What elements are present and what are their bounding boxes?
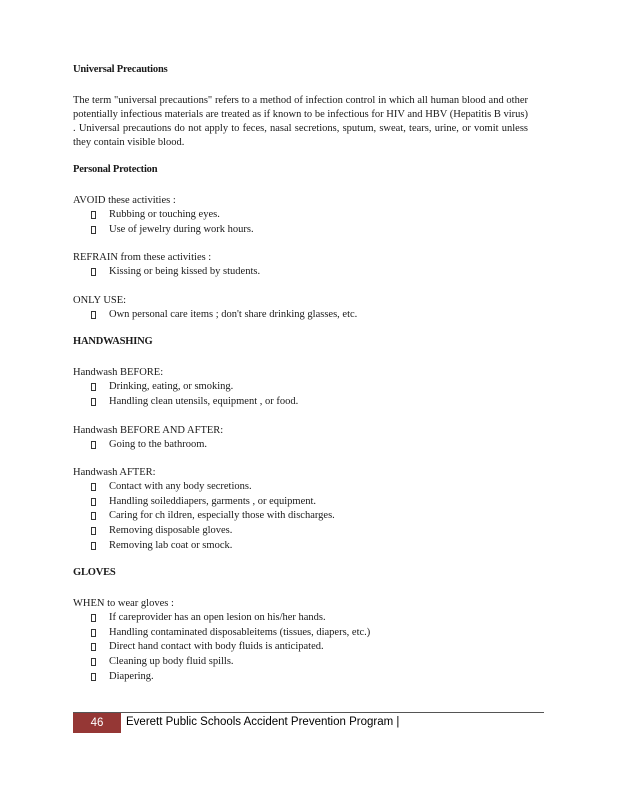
bullet-icon [91, 629, 96, 637]
avoid-list [73, 208, 528, 237]
bullet-icon [91, 527, 96, 535]
list-item: Removing disposable gloves. [73, 524, 528, 539]
handwash-before-intro: Handwash BEFORE: [73, 367, 164, 379]
bullet-icon [91, 383, 96, 391]
bullet-icon [91, 542, 96, 550]
list-item: Drinking, eating, or smoking. [73, 380, 528, 395]
list-item: Handling contaminated disposableitems (tissues, diapers, etc.) [73, 626, 528, 641]
list-item: Caring for ch ildren, especially those with discharges. [73, 509, 528, 524]
list-item: Contact with any body secretions. [73, 480, 528, 495]
gloves-heading: GLOVES [73, 567, 116, 579]
footer-title: Everett Public Schools Accident Prevention Program | [126, 716, 400, 728]
only-use-intro: ONLY USE: [73, 294, 127, 306]
bullet-icon [91, 498, 96, 506]
bullet-icon [91, 512, 96, 520]
list-item: Removing lab coat or smock. [73, 539, 528, 554]
page-number: 46 [90, 717, 104, 729]
list-item: Going to the bathroom. [73, 438, 528, 453]
universal-precautions-heading: Universal Precautions [73, 64, 168, 75]
bullet-icon [91, 483, 96, 491]
bullet-icon [91, 226, 96, 234]
handwash-before-after-list [73, 438, 528, 453]
gloves-when-intro: WHEN to wear gloves : [73, 598, 174, 610]
handwash-after-intro: Handwash AFTER: [73, 467, 156, 479]
handwash-after-list [73, 480, 528, 553]
document-body [73, 64, 528, 684]
list-item: Kissing or being kissed by students. [73, 265, 528, 280]
bullet-icon [91, 398, 96, 406]
footer-divider [73, 712, 544, 713]
list-item: Own personal care items ; don't share drinking glasses, etc. [73, 308, 528, 323]
list-item: Handling clean utensils, equipment , or food. [73, 395, 528, 410]
page-number-badge [73, 713, 121, 733]
personal-protection-heading: Personal Protection [73, 164, 158, 175]
list-item: Rubbing or touching eyes. [73, 208, 528, 223]
bullet-icon [91, 658, 96, 666]
list-item: Direct hand contact with body fluids is anticipated. [73, 640, 528, 655]
list-item: Cleaning up body fluid spills. [73, 655, 528, 670]
bullet-icon [91, 643, 96, 651]
list-item: Use of jewelry during work hours. [73, 223, 528, 238]
bullet-icon [91, 268, 96, 276]
only-use-list [73, 308, 528, 323]
handwashing-heading: HANDWASHING [73, 336, 153, 348]
refrain-intro: REFRAIN from these activities : [73, 252, 212, 264]
avoid-intro: AVOID these activities : [73, 195, 176, 206]
universal-precautions-paragraph: The term "universal precautions" refers to a method of infection control in which all human blood and other potentially infectious materials are treated as if known to be infectious for HIV and HBV (Hepatitis B virus) . Universal precautions do not apply to feces, nasal secretions, sputum, sweat, tears, urine, or vomit unless they contain visible blood. [73, 95, 528, 148]
list-item: If careprovider has an open lesion on his/her hands. [73, 611, 528, 626]
list-item: Handling soileddiapers, garments , or equipment. [73, 495, 528, 510]
bullet-icon [91, 311, 96, 319]
bullet-icon [91, 673, 96, 681]
refrain-list [73, 265, 528, 280]
bullet-icon [91, 211, 96, 219]
gloves-when-list [73, 611, 528, 684]
bullet-icon [91, 441, 96, 449]
list-item: Diapering. [73, 670, 528, 685]
handwash-before-list [73, 380, 528, 409]
bullet-icon [91, 614, 96, 622]
handwash-before-after-intro: Handwash BEFORE AND AFTER: [73, 424, 224, 436]
